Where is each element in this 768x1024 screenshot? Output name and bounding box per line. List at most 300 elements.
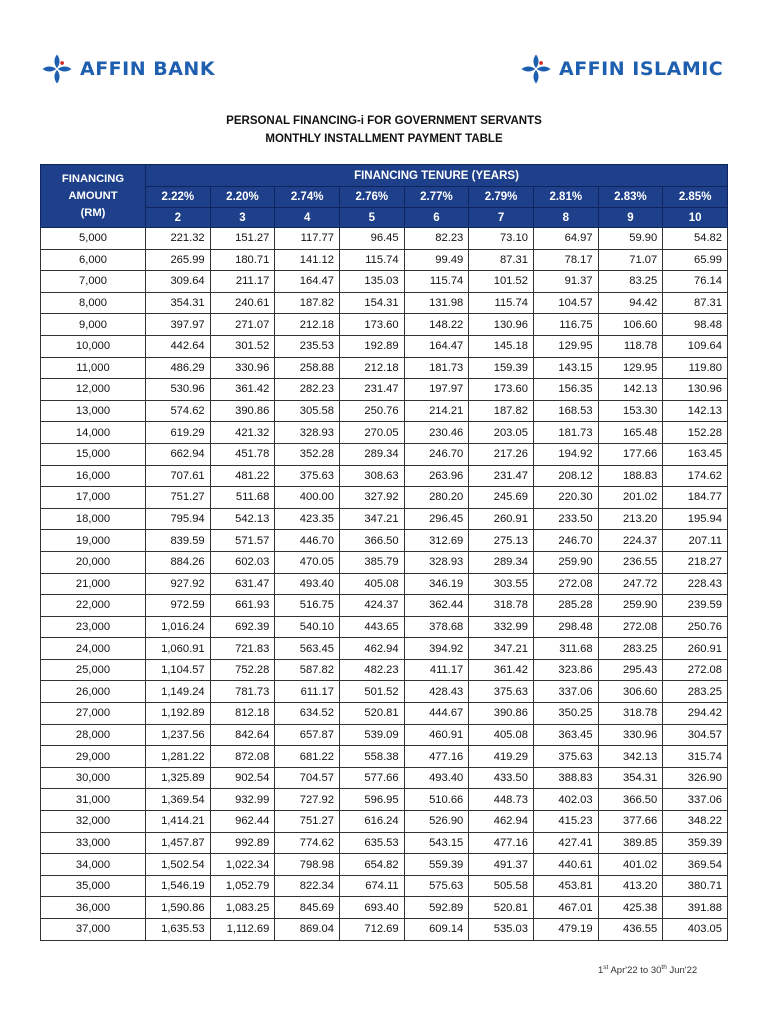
table-row (41, 443, 728, 465)
installment-cell: 246.70 (404, 443, 469, 465)
rate-header: 2.81% (533, 187, 598, 208)
installment-cell: 453.81 (533, 875, 598, 897)
installment-cell: 884.26 (146, 551, 211, 573)
installment-cell: 173.60 (469, 379, 534, 401)
rate-header: 2.77% (404, 187, 469, 208)
installment-cell: 405.08 (339, 573, 404, 595)
installment-cell: 375.63 (533, 746, 598, 768)
installment-cell: 727.92 (275, 789, 340, 811)
installment-cell: 164.47 (404, 335, 469, 357)
financing-amount-cell: 21,000 (41, 573, 146, 595)
table-row (41, 616, 728, 638)
installment-cell: 130.96 (663, 379, 728, 401)
installment-cell: 318.78 (598, 703, 663, 725)
installment-cell: 424.37 (339, 595, 404, 617)
installment-cell: 289.34 (469, 551, 534, 573)
installment-cell: 530.96 (146, 379, 211, 401)
installment-cell: 692.39 (210, 616, 275, 638)
installment-cell: 423.35 (275, 508, 340, 530)
installment-cell: 165.48 (598, 422, 663, 444)
installment-cell: 634.52 (275, 703, 340, 725)
installment-cell: 352.28 (275, 443, 340, 465)
installment-cell: 1,369.54 (146, 789, 211, 811)
installment-cell: 704.57 (275, 767, 340, 789)
installment-cell: 419.29 (469, 746, 534, 768)
installment-cell: 391.88 (663, 897, 728, 919)
installment-cell: 413.20 (598, 875, 663, 897)
validity-period (598, 964, 697, 976)
installment-cell: 577.66 (339, 767, 404, 789)
installment-cell: 347.21 (469, 638, 534, 660)
installment-cell: 350.25 (533, 703, 598, 725)
installment-cell: 501.52 (339, 681, 404, 703)
installment-cell: 390.86 (210, 400, 275, 422)
installment-cell: 654.82 (339, 854, 404, 876)
installment-cell: 389.85 (598, 832, 663, 854)
installment-cell: 250.76 (663, 616, 728, 638)
installment-cell: 272.08 (533, 573, 598, 595)
amount-header-line-2: AMOUNT (68, 189, 118, 202)
table-row (41, 681, 728, 703)
tenure-year-header: 2 (146, 208, 211, 228)
installment-cell: 845.69 (275, 897, 340, 919)
installment-cell: 774.62 (275, 832, 340, 854)
installment-cell: 212.18 (339, 357, 404, 379)
installment-cell: 231.47 (339, 379, 404, 401)
table-row (41, 919, 728, 941)
installment-cell: 405.08 (469, 724, 534, 746)
installment-cell: 142.13 (598, 379, 663, 401)
installment-cell: 192.89 (339, 335, 404, 357)
affin-bank-logo (40, 52, 215, 86)
installment-cell: 246.70 (533, 530, 598, 552)
installment-cell: 259.90 (598, 595, 663, 617)
installment-cell: 214.21 (404, 400, 469, 422)
table-row (41, 897, 728, 919)
installment-cell: 337.06 (663, 789, 728, 811)
installment-cell: 153.30 (598, 400, 663, 422)
table-row (41, 811, 728, 833)
installment-cell: 142.13 (663, 400, 728, 422)
installment-cell: 366.50 (598, 789, 663, 811)
financing-amount-cell: 23,000 (41, 616, 146, 638)
installment-cell: 375.63 (469, 681, 534, 703)
installment-cell: 99.49 (404, 249, 469, 271)
installment-cell: 87.31 (469, 249, 534, 271)
financing-amount-cell: 10,000 (41, 335, 146, 357)
financing-amount-cell: 12,000 (41, 379, 146, 401)
installment-cell: 798.98 (275, 854, 340, 876)
installment-cell: 539.09 (339, 724, 404, 746)
installment-cell: 558.38 (339, 746, 404, 768)
table-row (41, 271, 728, 293)
installment-cell: 270.05 (339, 422, 404, 444)
installment-cell: 231.47 (469, 465, 534, 487)
installment-cell: 421.32 (210, 422, 275, 444)
installment-cell: 295.43 (598, 659, 663, 681)
installment-cell: 470.05 (275, 551, 340, 573)
installment-cell: 693.40 (339, 897, 404, 919)
installment-cell: 201.02 (598, 487, 663, 509)
installment-cell: 366.50 (339, 530, 404, 552)
installment-cell: 98.48 (663, 314, 728, 336)
installment-cell: 361.42 (469, 659, 534, 681)
installment-cell: 712.69 (339, 919, 404, 941)
tenure-year-header: 9 (598, 208, 663, 228)
table-row (41, 508, 728, 530)
table-row (41, 573, 728, 595)
table-row (41, 422, 728, 444)
installment-cell: 289.34 (339, 443, 404, 465)
affin-bank-wordmark: AFFIN BANK (80, 58, 216, 80)
installment-cell: 315.74 (663, 746, 728, 768)
installment-cell: 260.91 (469, 508, 534, 530)
installment-cell: 180.71 (210, 249, 275, 271)
installment-cell: 491.37 (469, 854, 534, 876)
installment-cell: 271.07 (210, 314, 275, 336)
installment-cell: 230.46 (404, 422, 469, 444)
installment-cell: 260.91 (663, 638, 728, 660)
installment-cell: 635.53 (339, 832, 404, 854)
installment-cell: 347.21 (339, 508, 404, 530)
amount-header (41, 165, 146, 228)
installment-cell: 380.71 (663, 875, 728, 897)
table-row (41, 487, 728, 509)
installment-cell: 285.28 (533, 595, 598, 617)
installment-cell: 240.61 (210, 292, 275, 314)
installment-cell: 486.29 (146, 357, 211, 379)
installment-cell: 403.05 (663, 919, 728, 941)
installment-cell: 1,590.86 (146, 897, 211, 919)
installment-cell: 148.22 (404, 314, 469, 336)
installment-cell: 328.93 (404, 551, 469, 573)
rate-header: 2.85% (663, 187, 728, 208)
table-row (41, 659, 728, 681)
table-row (41, 595, 728, 617)
table-row (41, 249, 728, 271)
installment-cell: 543.15 (404, 832, 469, 854)
installment-cell: 516.75 (275, 595, 340, 617)
financing-amount-cell: 13,000 (41, 400, 146, 422)
installment-cell: 378.68 (404, 616, 469, 638)
installment-cell: 427.41 (533, 832, 598, 854)
installment-cell: 96.45 (339, 228, 404, 250)
installment-cell: 571.57 (210, 530, 275, 552)
installment-cell: 375.63 (275, 465, 340, 487)
installment-table (40, 164, 728, 941)
tenure-year-header: 8 (533, 208, 598, 228)
table-row (41, 228, 728, 250)
installment-cell: 1,281.22 (146, 746, 211, 768)
title-line-1: PERSONAL FINANCING-i FOR GOVERNMENT SERVANTS (226, 115, 542, 127)
installment-cell: 462.94 (339, 638, 404, 660)
financing-amount-cell: 30,000 (41, 767, 146, 789)
installment-cell: 272.08 (663, 659, 728, 681)
table-row (41, 551, 728, 573)
installment-cell: 781.73 (210, 681, 275, 703)
installment-cell: 460.91 (404, 724, 469, 746)
installment-cell: 327.92 (339, 487, 404, 509)
amount-header-line-1: FINANCING (61, 172, 125, 185)
end-month: Jun'22 (666, 965, 698, 977)
financing-amount-cell: 32,000 (41, 811, 146, 833)
installment-cell: 330.96 (598, 724, 663, 746)
installment-cell: 839.59 (146, 530, 211, 552)
installment-cell: 346.19 (404, 573, 469, 595)
installment-cell: 224.37 (598, 530, 663, 552)
installment-cell: 467.01 (533, 897, 598, 919)
installment-cell: 619.29 (146, 422, 211, 444)
installment-cell: 493.40 (275, 573, 340, 595)
installment-cell: 236.55 (598, 551, 663, 573)
table-row (41, 832, 728, 854)
installment-cell: 181.73 (404, 357, 469, 379)
installment-cell: 446.70 (275, 530, 340, 552)
installment-cell: 212.18 (275, 314, 340, 336)
installment-cell: 662.94 (146, 443, 211, 465)
installment-cell: 354.31 (598, 767, 663, 789)
affin-emblem-icon (519, 52, 553, 86)
affin-islamic-logo (519, 52, 723, 86)
installment-cell: 1,414.21 (146, 811, 211, 833)
installment-cell: 283.25 (663, 681, 728, 703)
installment-cell: 194.92 (533, 443, 598, 465)
installment-cell: 64.97 (533, 228, 598, 250)
affin-emblem-icon (40, 52, 74, 86)
installment-cell: 872.08 (210, 746, 275, 768)
table-row (41, 724, 728, 746)
document-title (0, 112, 768, 148)
installment-cell: 130.96 (469, 314, 534, 336)
installment-cell: 1,149.24 (146, 681, 211, 703)
rate-header: 2.74% (275, 187, 340, 208)
installment-cell: 78.17 (533, 249, 598, 271)
installment-cell: 54.82 (663, 228, 728, 250)
installment-cell: 239.59 (663, 595, 728, 617)
installment-cell: 477.16 (469, 832, 534, 854)
installment-cell: 259.90 (533, 551, 598, 573)
title-line-2: MONTHLY INSTALLMENT PAYMENT TABLE (265, 133, 503, 145)
installment-cell: 173.60 (339, 314, 404, 336)
installment-cell: 1,502.54 (146, 854, 211, 876)
installment-cell: 482.23 (339, 659, 404, 681)
table-row (41, 314, 728, 336)
installment-cell: 119.80 (663, 357, 728, 379)
installment-cell: 187.82 (469, 400, 534, 422)
financing-amount-cell: 29,000 (41, 746, 146, 768)
installment-cell: 308.63 (339, 465, 404, 487)
installment-cell: 174.62 (663, 465, 728, 487)
end-day: 30 (650, 965, 662, 977)
installment-cell: 250.76 (339, 400, 404, 422)
installment-cell: 303.55 (469, 573, 534, 595)
installment-cell: 272.08 (598, 616, 663, 638)
installment-cell: 197.97 (404, 379, 469, 401)
installment-cell: 115.74 (404, 271, 469, 293)
rate-header: 2.76% (339, 187, 404, 208)
installment-cell: 141.12 (275, 249, 340, 271)
installment-cell: 282.23 (275, 379, 340, 401)
installment-cell: 397.97 (146, 314, 211, 336)
table-row (41, 746, 728, 768)
table-row (41, 292, 728, 314)
installment-cell: 1,112.69 (210, 919, 275, 941)
tenure-year-header: 7 (469, 208, 534, 228)
end-suffix: th (661, 964, 667, 971)
rate-header: 2.20% (210, 187, 275, 208)
installment-cell: 402.03 (533, 789, 598, 811)
table-row (41, 875, 728, 897)
installment-cell: 164.47 (275, 271, 340, 293)
installment-cell: 707.61 (146, 465, 211, 487)
installment-cell: 323.86 (533, 659, 598, 681)
installment-cell: 71.07 (598, 249, 663, 271)
installment-cell: 94.42 (598, 292, 663, 314)
installment-cell: 203.05 (469, 422, 534, 444)
installment-cell: 151.27 (210, 228, 275, 250)
installment-cell: 217.26 (469, 443, 534, 465)
financing-amount-cell: 35,000 (41, 875, 146, 897)
installment-cell: 751.27 (275, 811, 340, 833)
tenure-year-header: 10 (663, 208, 728, 228)
installment-cell: 1,052.79 (210, 875, 275, 897)
installment-cell: 902.54 (210, 767, 275, 789)
financing-amount-cell: 24,000 (41, 638, 146, 660)
installment-cell: 115.74 (339, 249, 404, 271)
installment-cell: 154.31 (339, 292, 404, 314)
installment-cell: 479.19 (533, 919, 598, 941)
installment-cell: 213.20 (598, 508, 663, 530)
installment-cell: 309.64 (146, 271, 211, 293)
financing-amount-cell: 18,000 (41, 508, 146, 530)
installment-cell: 83.25 (598, 271, 663, 293)
installment-cell: 932.99 (210, 789, 275, 811)
installment-cell: 1,060.91 (146, 638, 211, 660)
affin-islamic-wordmark: AFFIN ISLAMIC (559, 58, 724, 80)
installment-cell: 263.96 (404, 465, 469, 487)
installment-cell: 563.45 (275, 638, 340, 660)
installment-cell: 245.69 (469, 487, 534, 509)
table-row (41, 854, 728, 876)
installment-cell: 795.94 (146, 508, 211, 530)
installment-cell: 1,016.24 (146, 616, 211, 638)
installment-cell: 181.73 (533, 422, 598, 444)
installment-cell: 520.81 (339, 703, 404, 725)
installment-cell: 218.27 (663, 551, 728, 573)
installment-cell: 559.39 (404, 854, 469, 876)
installment-cell: 510.66 (404, 789, 469, 811)
installment-cell: 812.18 (210, 703, 275, 725)
financing-amount-cell: 6,000 (41, 249, 146, 271)
installment-cell: 116.75 (533, 314, 598, 336)
installment-cell: 751.27 (146, 487, 211, 509)
installment-cell: 82.23 (404, 228, 469, 250)
installment-cell: 369.54 (663, 854, 728, 876)
installment-cell: 390.86 (469, 703, 534, 725)
financing-amount-cell: 36,000 (41, 897, 146, 919)
installment-cell: 442.64 (146, 335, 211, 357)
installment-cell: 294.42 (663, 703, 728, 725)
installment-cell: 187.82 (275, 292, 340, 314)
installment-cell: 505.58 (469, 875, 534, 897)
installment-cell: 211.17 (210, 271, 275, 293)
installment-cell: 674.11 (339, 875, 404, 897)
installment-cell: 462.94 (469, 811, 534, 833)
installment-cell: 721.83 (210, 638, 275, 660)
installment-cell: 388.83 (533, 767, 598, 789)
installment-cell: 415.23 (533, 811, 598, 833)
installment-cell: 361.42 (210, 379, 275, 401)
installment-cell: 304.57 (663, 724, 728, 746)
installment-cell: 511.68 (210, 487, 275, 509)
installment-cell: 235.53 (275, 335, 340, 357)
financing-amount-cell: 7,000 (41, 271, 146, 293)
installment-cell: 129.95 (598, 357, 663, 379)
installment-cell: 535.03 (469, 919, 534, 941)
installment-cell: 444.67 (404, 703, 469, 725)
installment-cell: 1,325.89 (146, 767, 211, 789)
installment-cell: 65.99 (663, 249, 728, 271)
installment-cell: 145.18 (469, 335, 534, 357)
installment-cell: 1,457.87 (146, 832, 211, 854)
installment-cell: 312.69 (404, 530, 469, 552)
installment-cell: 1,083.25 (210, 897, 275, 919)
installment-cell: 477.16 (404, 746, 469, 768)
installment-cell: 602.03 (210, 551, 275, 573)
start-day: 1 (598, 965, 604, 977)
installment-cell: 609.14 (404, 919, 469, 941)
installment-cell: 265.99 (146, 249, 211, 271)
installment-cell: 440.61 (533, 854, 598, 876)
installment-cell: 575.63 (404, 875, 469, 897)
installment-cell: 394.92 (404, 638, 469, 660)
table-row (41, 703, 728, 725)
installment-cell: 184.77 (663, 487, 728, 509)
installment-cell: 91.37 (533, 271, 598, 293)
start-suffix: st (603, 964, 609, 971)
installment-cell: 411.17 (404, 659, 469, 681)
financing-amount-cell: 5,000 (41, 228, 146, 250)
table-row (41, 335, 728, 357)
installment-cell: 76.14 (663, 271, 728, 293)
table-row (41, 465, 728, 487)
installment-cell: 526.90 (404, 811, 469, 833)
installment-cell: 342.13 (598, 746, 663, 768)
installment-cell: 1,022.34 (210, 854, 275, 876)
installment-cell: 326.90 (663, 767, 728, 789)
installment-cell: 822.34 (275, 875, 340, 897)
installment-cell: 1,237.56 (146, 724, 211, 746)
installment-cell: 258.88 (275, 357, 340, 379)
installment-cell: 156.35 (533, 379, 598, 401)
installment-cell: 117.77 (275, 228, 340, 250)
financing-amount-cell: 37,000 (41, 919, 146, 941)
installment-cell: 306.60 (598, 681, 663, 703)
installment-cell: 87.31 (663, 292, 728, 314)
financing-amount-cell: 16,000 (41, 465, 146, 487)
installment-cell: 109.64 (663, 335, 728, 357)
installment-cell: 129.95 (533, 335, 598, 357)
installment-cell: 962.44 (210, 811, 275, 833)
installment-cell: 106.60 (598, 314, 663, 336)
financing-amount-cell: 17,000 (41, 487, 146, 509)
table-row (41, 400, 728, 422)
installment-cell: 752.28 (210, 659, 275, 681)
installment-cell: 59.90 (598, 228, 663, 250)
financing-amount-cell: 33,000 (41, 832, 146, 854)
installment-cell: 221.32 (146, 228, 211, 250)
installment-cell: 493.40 (404, 767, 469, 789)
